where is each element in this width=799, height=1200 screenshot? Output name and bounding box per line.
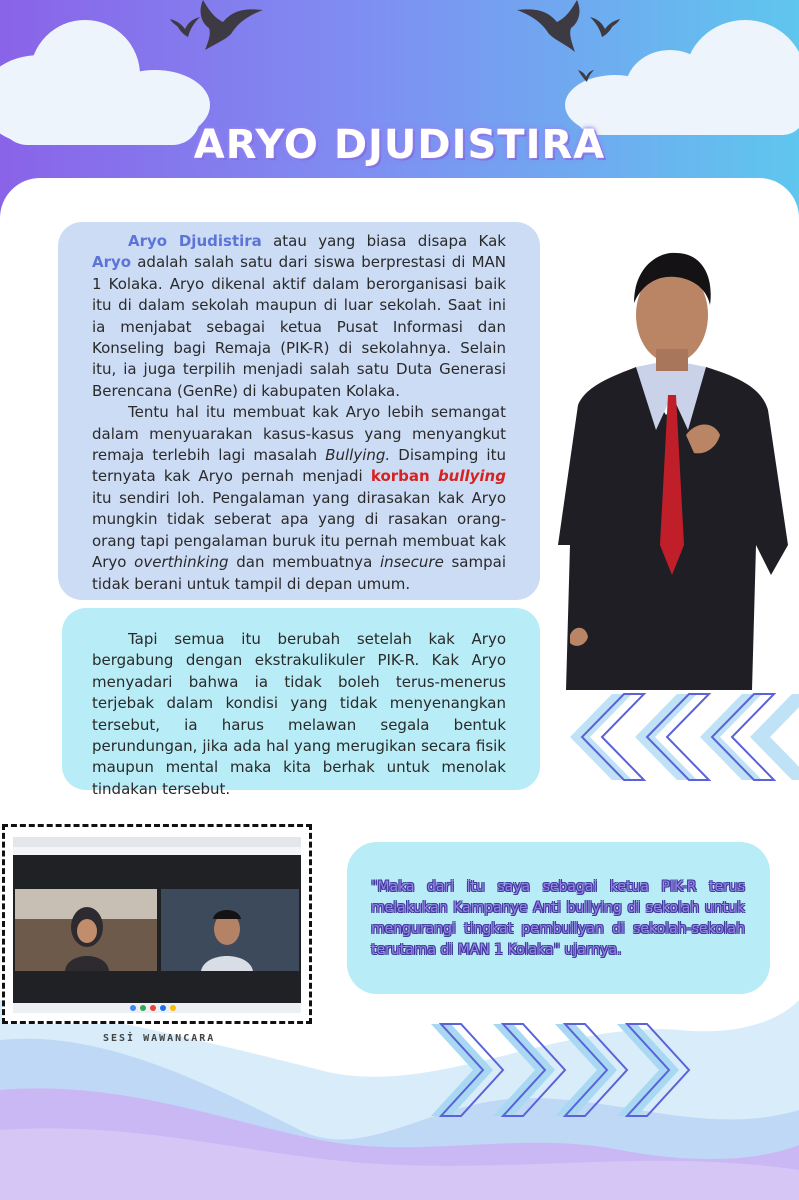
italic-term: insecure [379,553,444,572]
chevron-icon [431,1024,503,1116]
paragraph-3: Tapi semua itu berubah setelah kak Aryo bergabung dengan ekstrakulikuler PIK-R. Kak Aryo menyadari bahwa ia tidak boleh terus-menerus terjebak dalam kondisi yang tidak menyenangkan tersebut, ia harus melawan segala bentuk perundungan, jika ada hal yang merugikan secara fisik maupun mental maka kita berhak untuk menolak tindakan tersebut. [92,630,506,798]
video-call-image [5,827,309,1021]
interview-caption: SESİ WAWANCARA [103,1033,216,1044]
text-segment: Disamping itu ternyata kak Aryo pernah menjadi [92,446,506,486]
bird-icon [170,15,200,43]
italic-term: overthinking [134,553,229,572]
change-text [92,629,506,800]
italic-term: Bullying. [325,446,391,465]
page-title: ARYO DJUDISTIRA [193,122,606,168]
text-segment: Tentu hal itu membuat kak Aryo lebih semangat dalam menyuarakan kasus-kasus yang menyangkut remaja terlebih lagi masalah [92,403,506,465]
red-highlight: korban [370,467,430,486]
chevron-icon [570,694,644,780]
paragraph-1 [92,231,506,402]
paragraph-2 [92,402,506,595]
intro-text [92,231,506,595]
text-segment: adalah salah satu dari siswa berprestasi di MAN 1 Kolaka. Aryo dikenal aktif dalam berorganisasi baik itu di dalam sekolah maupun di luar sekolah. Saat ini ia menjabat sebagai ketua Pusat Informasi dan Konseling bagi Remaja (PIK-R) di sekolahnya. Selain itu, ia juga terpilih menjadi salah satu Duta Generasi Berencana (GenRe) di kabupaten Kolaka. [92,253,506,400]
text-segment: itu sendiri loh. Pengalaman yang dirasakan kak Aryo mungkin tidak seberat apa yang di rasakan orang-orang tapi pengalaman buruk itu pernah membuat kak Aryo [92,488,507,572]
bird-icon [590,15,620,43]
text-segment: sampai tidak berani untuk tampil di depan umum. [92,553,506,593]
quote-text: "Maka dari itu saya sebagai ketua PIK-R terus melakukan Kampanye Anti bullying di sekolah untuk mengurangi tingkat pembullyan di sekolah-sekolah terutama di MAN 1 Kolaka" ujarnya. [371,879,745,958]
chevron-decoration-bottom [425,1020,695,1120]
text-segment: dan membuatnya [228,553,380,572]
name-highlight: Aryo Djudistira [128,232,262,250]
name-highlight: Aryo [92,253,132,272]
text-segment: atau yang biasa disapa Kak [261,232,506,250]
portrait-photo [556,245,788,690]
chevron-icon [635,694,709,780]
red-highlight: bullying [437,467,506,486]
chevron-icon [750,694,799,780]
interview-screenshot [2,824,312,1024]
chevron-decoration [562,690,799,785]
bird-icon [578,68,594,82]
